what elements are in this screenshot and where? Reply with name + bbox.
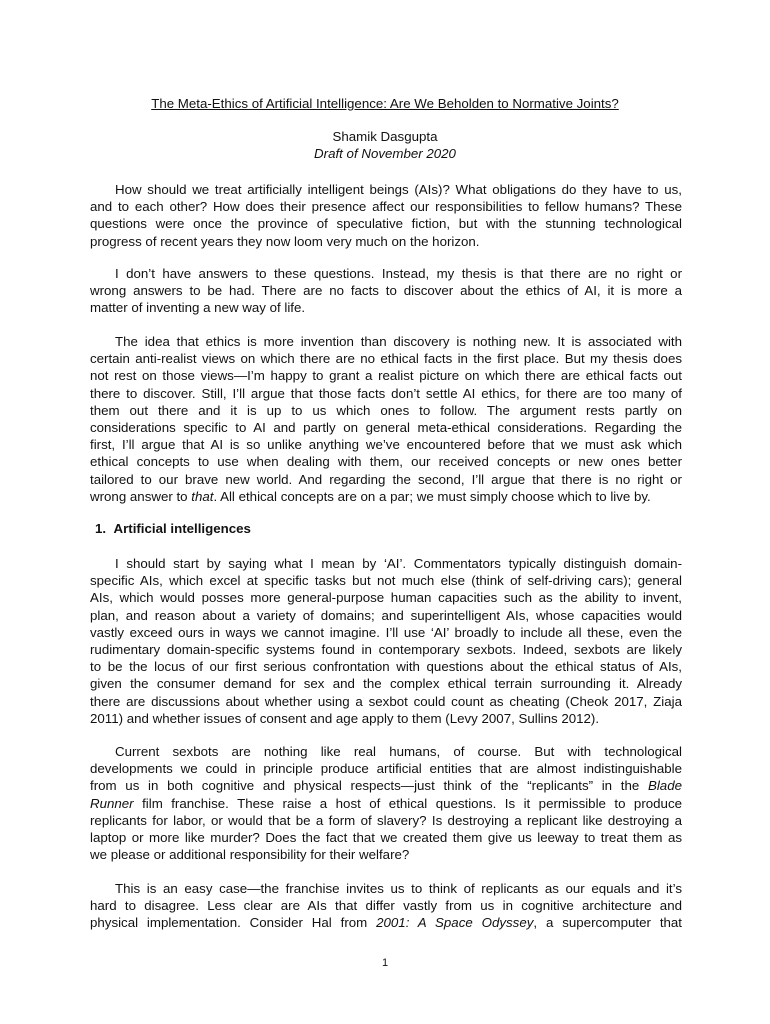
text-run: physical implementation. Consider Hal from <box>90 915 377 931</box>
text-line: given the consumer demand for sex and the complex ethical terrain surrounding it. Already <box>90 676 682 692</box>
text-run: . All ethical concepts are on a par; we must simply choose which to live by. <box>213 488 651 504</box>
section-heading <box>95 520 251 537</box>
text-line: plan, and reason about a variety of domains; and superintelligent AIs, whose capacities would <box>90 607 682 623</box>
text-line: Current sexbots are nothing like real humans, of course. But with technological <box>115 744 682 759</box>
section-title: Artificial intelligences <box>113 521 251 536</box>
text-line: tailored to our brave new world. And regarding the second, I’ll argue that there is no right or <box>90 471 682 487</box>
text-line: questions were once the province of speculative fiction, but with the stunning technological <box>90 216 682 232</box>
text-line: there are discussions about whether using a sexbot could count as cheating (Cheok 2017, Ziaja <box>90 693 682 709</box>
text-line: there to discover. Still, I’ll argue that those facts don’t settle AI ethics, for there are too many of <box>90 385 682 401</box>
paragraph-section-2 <box>90 743 682 863</box>
text-line <box>90 777 682 794</box>
text-run: film franchise. These raise a host of ethical questions. Is it permissible to produce <box>133 795 682 811</box>
paragraph-intro-2 <box>90 265 682 317</box>
text-line: specific AIs, which excel at specific tasks but not much else (think of self-driving cars); general <box>90 573 682 589</box>
emphasis-text: Blade <box>647 778 682 794</box>
text-line <box>90 795 682 812</box>
text-line: laptop or more like murder? Does the fact that we created them give us leeway to treat them as <box>90 830 682 846</box>
paragraph-section-3 <box>90 880 682 932</box>
text-run: from us in both cognitive and physical respects—just think of the “replicants” in the <box>90 778 648 794</box>
paragraph-section-1 <box>90 555 682 727</box>
text-line: considerations specific to AI and partly on general meta-ethical considerations. Regarding the <box>90 420 682 436</box>
text-line: ethical concepts to use when dealing with them, our received concepts or new ones better <box>90 454 682 470</box>
text-run: , a supercomputer that <box>533 915 682 931</box>
text-line: I should start by saying what I mean by ‘AI’. Commentators typically distinguish domain- <box>115 556 682 571</box>
text-line: AIs, which would posses more general-purpose human capacities such as the ability to invent, <box>90 590 682 606</box>
text-line: I don’t have answers to these questions. Instead, my thesis is that there are no right or <box>115 266 682 281</box>
text-line: progress of recent years they now loom very much on the horizon. <box>90 233 480 249</box>
emphasis-text: 2001: A Space Odyssey <box>376 915 534 931</box>
text-line: first, I’ll argue that AI is so unlike anything we’ve encountered before that we must ask which <box>90 437 682 453</box>
text-line <box>90 488 682 505</box>
text-line: The idea that ethics is more invention than discovery is nothing new. It is associated with <box>115 334 682 349</box>
text-line: vastly exceed ours in ways we cannot imagine. I’ll use ‘AI’ broadly to include all these, even the <box>90 624 682 640</box>
text-line: matter of inventing a new way of life. <box>90 300 306 316</box>
text-line: to be the locus of our first serious confrontation with questions about the ethical status of AIs, <box>90 659 682 675</box>
paragraph-intro-3 <box>90 333 682 505</box>
paper-title: The Meta-Ethics of Artificial Intelligence: Are We Beholden to Normative Joints? <box>151 96 619 111</box>
text-line: developments we could in principle produce artificial entities that are almost indistinguishable <box>90 761 682 777</box>
draft-date: Draft of November 2020 <box>314 146 456 161</box>
text-line: This is an easy case—the franchise invites us to think of replicants as our equals and it’s <box>115 881 682 896</box>
text-line: and to each other? How does their presence affect our responsibilities to fellow humans? These <box>90 199 682 215</box>
text-run: wrong answer to <box>90 488 192 504</box>
text-line: hard to disagree. Less clear are AIs that differ vastly from us in cognitive architecture and <box>90 898 682 914</box>
text-line: How should we treat artificially intelligent beings (AIs)? What obligations do they have to us, <box>115 182 682 197</box>
emphasis-text: that <box>191 488 214 504</box>
text-line: certain anti-realist views on which there are no ethical facts in the first place. But my thesis does <box>90 351 682 367</box>
section-number: 1. <box>95 521 107 536</box>
text-line: rudimentary domain-specific systems found in contemporary sexbots. Indeed, sexbots are likely <box>90 642 682 658</box>
text-line: replicants for labor, or would that be a form of slavery? Is destroying a replicant like destroying a <box>90 812 682 828</box>
text-line: wrong answers to be had. There are no facts to discover about the ethics of AI, it is more a <box>90 283 682 299</box>
paragraph-intro-1 <box>90 181 682 250</box>
author-name: Shamik Dasgupta <box>332 129 438 144</box>
text-line: them out there and it is up to us which ones to follow. The argument rests partly on <box>90 402 682 418</box>
text-line: 2011) and whether issues of consent and age apply to them (Levy 2007, Sullins 2012). <box>90 710 600 726</box>
text-line <box>90 914 682 931</box>
page-number: 1 <box>381 957 389 969</box>
text-line: not rest on those views—I’m happy to grant a realist picture on which there are ethical facts out <box>90 368 682 384</box>
text-line: we please or additional responsibility for their welfare? <box>90 847 410 863</box>
emphasis-text: Runner <box>90 795 134 811</box>
